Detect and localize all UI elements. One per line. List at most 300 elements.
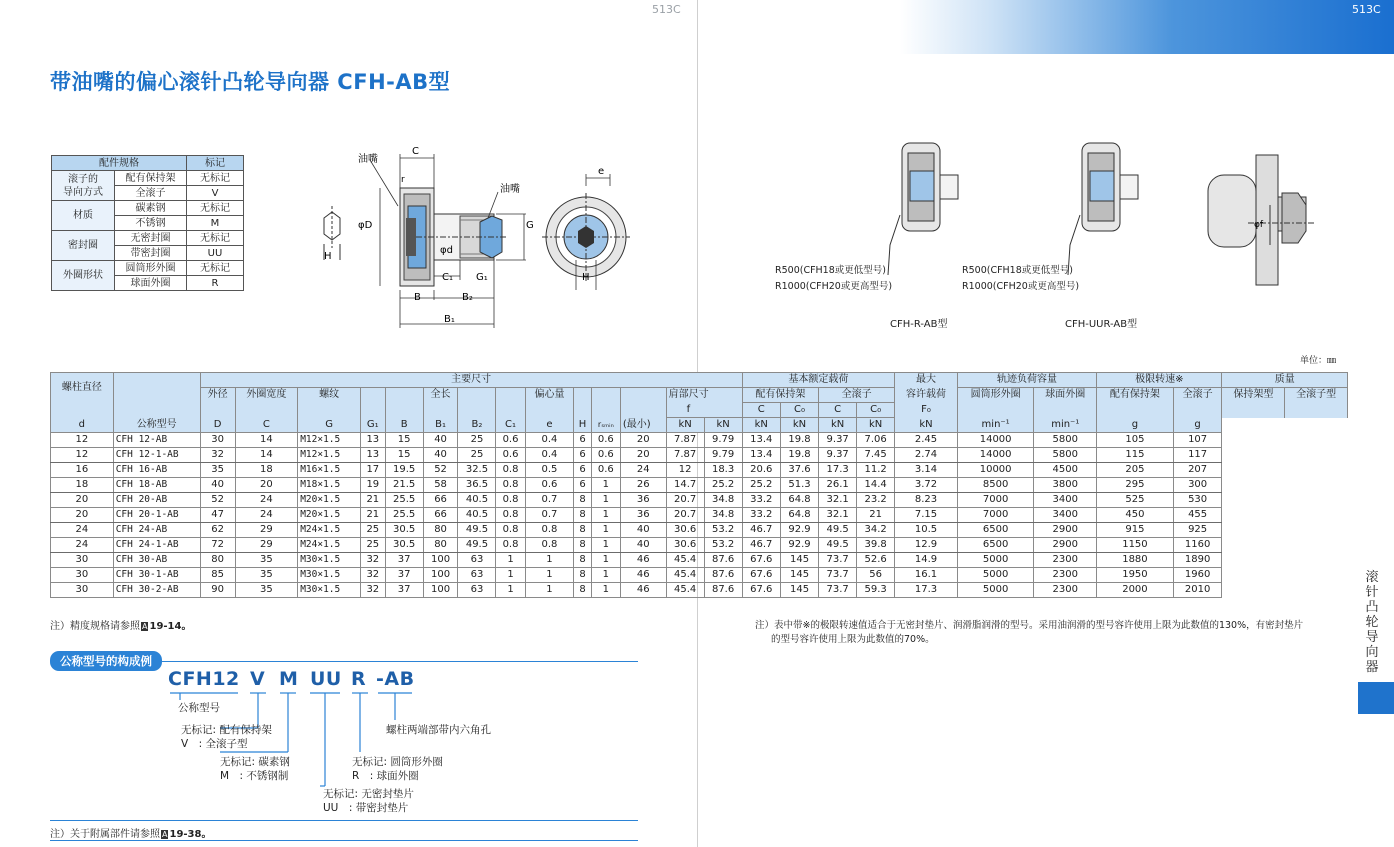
table-cell: M16×1.5 — [298, 463, 361, 478]
table-cell: 40 — [620, 538, 666, 553]
table-cell: 0.4 — [525, 448, 574, 463]
label-H-side: H — [582, 272, 590, 283]
table-cell: 14.9 — [895, 553, 958, 568]
table-cell: 11.2 — [857, 463, 895, 478]
table-cell: 1 — [591, 523, 620, 538]
table-cell: M30×1.5 — [298, 583, 361, 598]
cam-follower-drawing — [310, 140, 640, 340]
table-cell: 6500 — [957, 538, 1034, 553]
label-phiD: φD — [358, 220, 373, 231]
table-cell: 58 — [423, 478, 458, 493]
table-cell: 145 — [780, 583, 818, 598]
table-cell: 145 — [780, 568, 818, 583]
table-cell: 0.8 — [496, 508, 525, 523]
table-cell: 3.72 — [895, 478, 958, 493]
label-B2: B₂ — [462, 292, 473, 303]
table-cell: 1160 — [1173, 538, 1222, 553]
table-cell: 100 — [423, 568, 458, 583]
table-cell: 92.9 — [780, 538, 818, 553]
table-cell: 13 — [360, 433, 385, 448]
table-cell: 37 — [385, 568, 423, 583]
table-cell: CFH 30-1-AB — [113, 568, 200, 583]
table-cell: 915 — [1097, 523, 1174, 538]
table-cell: 1 — [591, 493, 620, 508]
table-cell: CFH 12-1-AB — [113, 448, 200, 463]
table-cell: 115 — [1097, 448, 1174, 463]
r1000-label-b: R1000(CFH20或更高型号) — [962, 281, 1080, 292]
spec-mark: 无标记 — [187, 231, 244, 246]
col-stud-dia: 螺柱直径 — [51, 373, 114, 403]
table-cell: 64.8 — [780, 508, 818, 523]
table-cell: 8.23 — [895, 493, 958, 508]
table-cell: 0.6 — [496, 448, 525, 463]
spec-mark: V — [187, 186, 244, 201]
spec-item: 碳素钢 — [115, 201, 187, 216]
table-cell: 100 — [423, 553, 458, 568]
col-speed-full: 全滚子 — [1173, 388, 1222, 403]
unit-kn: kN — [666, 418, 704, 433]
spec-mark: 无标记 — [187, 201, 244, 216]
label-model: 公称型号 — [178, 702, 220, 714]
variant-drawings — [770, 135, 1330, 335]
table-cell: 85 — [200, 568, 235, 583]
table-cell: 46 — [620, 568, 666, 583]
table-cell: 46 — [620, 553, 666, 568]
col-model: 公称型号 — [113, 418, 200, 433]
table-cell: 3400 — [1034, 493, 1097, 508]
table-cell: 14 — [235, 448, 298, 463]
table-cell: 2010 — [1173, 583, 1222, 598]
table-cell: 6500 — [957, 523, 1034, 538]
table-cell: 24 — [51, 523, 114, 538]
table-cell: 59.3 — [857, 583, 895, 598]
table-cell: 49.5 — [458, 538, 496, 553]
table-cell: 66 — [423, 493, 458, 508]
table-cell: 87.6 — [704, 568, 742, 583]
table-cell: 87.6 — [704, 553, 742, 568]
table-cell: 1150 — [1097, 538, 1174, 553]
r1000-label-a: R1000(CFH20或更高型号) — [775, 281, 893, 292]
table-cell: 0.6 — [591, 448, 620, 463]
table-cell: 1 — [591, 583, 620, 598]
table-cell: 20 — [620, 448, 666, 463]
table-cell: 8500 — [957, 478, 1034, 493]
table-cell: 45.4 — [666, 583, 704, 598]
col-min: (最小) — [620, 418, 666, 433]
code-part-r: R — [351, 668, 367, 690]
table-cell: 64.8 — [780, 493, 818, 508]
col-ow: 外圈宽度 — [235, 388, 298, 403]
label-G: G — [526, 220, 534, 231]
table-cell: 66 — [423, 508, 458, 523]
table-cell: 25.5 — [385, 493, 423, 508]
table-cell: 39.8 — [857, 538, 895, 553]
table-cell: 1 — [591, 553, 620, 568]
unit-kn: kN — [780, 418, 818, 433]
bottom-rule — [50, 840, 638, 841]
label-B1: B₁ — [444, 314, 455, 325]
table-cell: 16.1 — [895, 568, 958, 583]
col-mass-cage: 保持架型 — [1222, 388, 1285, 403]
table-cell: 49.5 — [819, 523, 857, 538]
table-cell: 45.4 — [666, 568, 704, 583]
table-cell: 12 — [51, 448, 114, 463]
table-cell: 53.2 — [704, 523, 742, 538]
table-cell: 207 — [1173, 463, 1222, 478]
table-cell: 30.6 — [666, 523, 704, 538]
table-cell: 37 — [385, 583, 423, 598]
table-cell: 18 — [235, 463, 298, 478]
table-cell: 36 — [620, 493, 666, 508]
unit-label: 单位：㎜ — [1300, 356, 1337, 366]
table-cell: M30×1.5 — [298, 568, 361, 583]
table-cell: 15 — [385, 433, 423, 448]
table-cell: 24 — [235, 493, 298, 508]
table-cell: 29 — [235, 538, 298, 553]
table-cell: 87.6 — [704, 583, 742, 598]
col-track-sph: 球面外圈 — [1034, 388, 1097, 403]
table-cell: 14.7 — [666, 478, 704, 493]
table-cell: 3800 — [1034, 478, 1097, 493]
label-v1: 无标记: 配有保持架 — [181, 724, 272, 736]
table-cell: 1950 — [1097, 568, 1174, 583]
col-max-b: 容许载荷 — [895, 388, 958, 403]
table-cell: 9.37 — [819, 448, 857, 463]
table-cell: 17 — [360, 463, 385, 478]
table-cell: CFH 20-1-AB — [113, 508, 200, 523]
table-cell: 40 — [620, 523, 666, 538]
table-cell: 26.1 — [819, 478, 857, 493]
table-cell: 18 — [51, 478, 114, 493]
label-m1: 无标记: 碳素钢 — [220, 756, 290, 768]
table-cell: M24×1.5 — [298, 538, 361, 553]
table-cell: 8 — [574, 493, 591, 508]
spec-item: 无密封圈 — [115, 231, 187, 246]
table-cell: 52 — [423, 463, 458, 478]
table-cell: 0.7 — [525, 508, 574, 523]
table-cell: 56 — [857, 568, 895, 583]
compose-heading: 公称型号的构成例 — [50, 651, 162, 671]
page-title: 带油嘴的偏心滚针凸轮导向器 CFH-AB型 — [50, 70, 451, 94]
table-cell: 0.8 — [525, 523, 574, 538]
table-cell: CFH 18-AB — [113, 478, 200, 493]
label-phif: φf — [1254, 220, 1264, 230]
code-part-m: M — [279, 668, 299, 690]
label-u2: UU : 带密封垫片 — [323, 802, 409, 814]
spec-mark: 无标记 — [187, 171, 244, 186]
note-precision: 注）精度规格请参照 A 19-14。 — [50, 621, 192, 632]
table-cell: 37 — [385, 553, 423, 568]
table-cell: 25.2 — [742, 478, 780, 493]
table-cell: 1 — [496, 553, 525, 568]
sym-F0: F₀ — [895, 403, 958, 418]
table-row — [51, 553, 1348, 568]
table-cell: 1 — [591, 478, 620, 493]
table-cell: 32 — [360, 553, 385, 568]
table-cell: CFH 30-2-AB — [113, 583, 200, 598]
table-cell: 6 — [574, 478, 591, 493]
table-cell: 530 — [1173, 493, 1222, 508]
table-cell: 0.6 — [496, 433, 525, 448]
table-cell: 33.2 — [742, 508, 780, 523]
bottom-rule-top — [50, 820, 638, 821]
spec-mark: R — [187, 276, 244, 291]
r500-label-a: R500(CFH18或更低型号) — [775, 265, 886, 276]
spec-group-guide: 滚子的 导向方式 — [52, 171, 115, 201]
table-cell: 2000 — [1097, 583, 1174, 598]
table-cell: 1960 — [1173, 568, 1222, 583]
table-cell: 40.5 — [458, 508, 496, 523]
table-cell: 67.6 — [742, 553, 780, 568]
table-cell: 52 — [200, 493, 235, 508]
table-cell: 0.6 — [591, 433, 620, 448]
table-cell: 49.5 — [458, 523, 496, 538]
label-e: e — [598, 166, 605, 177]
table-cell: 14.4 — [857, 478, 895, 493]
sym-rsmin: rₛₘᵢₙ — [591, 418, 620, 433]
ref-icon: A — [142, 622, 148, 631]
sym-B: B — [385, 418, 423, 433]
table-cell: 16 — [51, 463, 114, 478]
sym-C0: C₀ — [780, 403, 818, 418]
table-cell: 67.6 — [742, 568, 780, 583]
table-cell: 30 — [51, 583, 114, 598]
table-row — [51, 448, 1348, 463]
table-cell: 14 — [235, 433, 298, 448]
col-mass-full: 全滚子型 — [1285, 388, 1348, 403]
spec-group-shape: 外圈形状 — [52, 261, 115, 291]
side-tab-label: 滚针凸轮导向器 — [1365, 570, 1379, 675]
table-cell: 0.8 — [496, 493, 525, 508]
table-cell: 1 — [496, 568, 525, 583]
table-row — [51, 463, 1348, 478]
table-cell: CFH 30-AB — [113, 553, 200, 568]
table-cell: 1 — [591, 568, 620, 583]
table-cell: 32.5 — [458, 463, 496, 478]
table-cell: 0.7 — [525, 493, 574, 508]
table-cell: 13 — [360, 448, 385, 463]
col-track-cyl: 圆筒形外圈 — [957, 388, 1034, 403]
unit-kn: kN — [819, 418, 857, 433]
table-cell: 34.2 — [857, 523, 895, 538]
table-cell: 24 — [620, 463, 666, 478]
r500-label-b: R500(CFH18或更低型号) — [962, 265, 1073, 276]
table-cell: 40 — [200, 478, 235, 493]
table-row — [51, 493, 1348, 508]
col-main-dims: 主要尺寸 — [200, 373, 742, 388]
table-cell: 46.7 — [742, 538, 780, 553]
label-oil-nipple-1: 油嘴 — [358, 154, 378, 165]
table-cell: 46 — [620, 583, 666, 598]
table-cell: 9.79 — [704, 448, 742, 463]
table-cell: 67.6 — [742, 583, 780, 598]
table-cell: 25.5 — [385, 508, 423, 523]
table-cell: 7.87 — [666, 448, 704, 463]
label-oil-nipple-2: 油嘴 — [500, 184, 520, 195]
table-cell: 80 — [200, 553, 235, 568]
table-cell: 35 — [235, 568, 298, 583]
code-part-model: CFH12 — [168, 668, 240, 690]
table-cell: 12 — [51, 433, 114, 448]
table-cell: 205 — [1097, 463, 1174, 478]
table-cell: M30×1.5 — [298, 553, 361, 568]
spec-item: 全滚子 — [115, 186, 187, 201]
table-cell: 52.6 — [857, 553, 895, 568]
table-cell: 36 — [620, 508, 666, 523]
table-cell: 45.4 — [666, 553, 704, 568]
label-r1: 无标记: 圆筒形外圈 — [352, 756, 443, 768]
table-cell: 1 — [525, 553, 574, 568]
table-cell: 62 — [200, 523, 235, 538]
table-cell: 46.7 — [742, 523, 780, 538]
table-cell: 12 — [666, 463, 704, 478]
table-row — [51, 433, 1348, 448]
table-row — [51, 478, 1348, 493]
sym-D: D — [200, 418, 235, 433]
table-cell: 8 — [574, 553, 591, 568]
ref-icon: A — [162, 830, 168, 839]
table-cell: 20.7 — [666, 508, 704, 523]
sym-e: e — [525, 418, 574, 433]
table-cell: 5800 — [1034, 433, 1097, 448]
table-cell: 10000 — [957, 463, 1034, 478]
col-load-full: 全滚子 — [819, 388, 895, 403]
spec-item: 球面外圈 — [115, 276, 187, 291]
table-cell: 73.7 — [819, 583, 857, 598]
col-thread: 螺纹 — [298, 388, 361, 403]
dimension-table — [50, 372, 1348, 598]
table-cell: 925 — [1173, 523, 1222, 538]
table-cell: CFH 24-AB — [113, 523, 200, 538]
table-cell: 10.5 — [895, 523, 958, 538]
table-cell: 0.6 — [525, 478, 574, 493]
table-cell: 17.3 — [819, 463, 857, 478]
table-cell: 300 — [1173, 478, 1222, 493]
label-v2: V : 全滚子型 — [181, 738, 248, 750]
note-speed-2: 的型号容许使用上限为此数值的70%。 — [771, 634, 935, 645]
table-cell: 3.14 — [895, 463, 958, 478]
table-cell: 5800 — [1034, 448, 1097, 463]
table-cell: 3400 — [1034, 508, 1097, 523]
table-cell: 2300 — [1034, 568, 1097, 583]
unit-kn: kN — [704, 418, 742, 433]
table-cell: 40.5 — [458, 493, 496, 508]
spec-header-mark: 标记 — [187, 156, 244, 171]
table-cell: 40 — [423, 448, 458, 463]
unit-g: g — [1097, 418, 1174, 433]
table-cell: 0.4 — [525, 433, 574, 448]
label-u1: 无标记: 无密封垫片 — [323, 788, 414, 800]
table-cell: 33.2 — [742, 493, 780, 508]
sym-B1: B₁ — [423, 418, 458, 433]
table-cell: 20 — [51, 493, 114, 508]
sym-H: H — [574, 418, 591, 433]
label-r2: R : 球面外圈 — [352, 770, 419, 782]
table-row — [51, 583, 1348, 598]
table-cell: 32 — [360, 583, 385, 598]
sym-G1: G₁ — [360, 418, 385, 433]
table-cell: 7000 — [957, 493, 1034, 508]
table-cell: 0.8 — [525, 538, 574, 553]
table-cell: 30 — [200, 433, 235, 448]
table-cell: 19.8 — [780, 433, 818, 448]
unit-kn: kN — [857, 418, 895, 433]
table-cell: 2300 — [1034, 583, 1097, 598]
table-cell: 12.9 — [895, 538, 958, 553]
table-cell: 29 — [235, 523, 298, 538]
table-cell: 32.1 — [819, 493, 857, 508]
table-cell: 24 — [235, 508, 298, 523]
col-basic-load: 基本额定载荷 — [742, 373, 895, 388]
table-cell: 20.6 — [742, 463, 780, 478]
table-cell: 7000 — [957, 508, 1034, 523]
table-cell: 51.3 — [780, 478, 818, 493]
col-ecc: 偏心量 — [525, 388, 574, 403]
table-cell: 73.7 — [819, 568, 857, 583]
spec-mark: UU — [187, 246, 244, 261]
table-cell: 53.2 — [704, 538, 742, 553]
table-cell: 20 — [235, 478, 298, 493]
table-cell: 8 — [574, 523, 591, 538]
table-cell: CFH 24-1-AB — [113, 538, 200, 553]
table-cell: 100 — [423, 583, 458, 598]
table-cell: CFH 12-AB — [113, 433, 200, 448]
code-part-ab: -AB — [376, 668, 415, 690]
table-cell: 1 — [525, 583, 574, 598]
table-cell: 9.37 — [819, 433, 857, 448]
table-cell: 21.5 — [385, 478, 423, 493]
table-row — [51, 538, 1348, 553]
table-cell: 2.45 — [895, 433, 958, 448]
table-cell: 30.5 — [385, 523, 423, 538]
unit-g: g — [1173, 418, 1222, 433]
label-G1: G₁ — [476, 272, 488, 283]
unit-kn: kN — [742, 418, 780, 433]
table-cell: 1880 — [1097, 553, 1174, 568]
table-cell: M12×1.5 — [298, 448, 361, 463]
label-m2: M : 不锈钢制 — [220, 770, 289, 782]
table-row — [51, 523, 1348, 538]
table-cell: 2300 — [1034, 553, 1097, 568]
spec-item: 圆筒形外圈 — [115, 261, 187, 276]
label-ab: 螺柱两端部带内六角孔 — [386, 724, 491, 736]
col-max-a: 最大 — [895, 373, 958, 388]
col-load-cage: 配有保持架 — [742, 388, 819, 403]
col-f: f — [666, 403, 742, 418]
table-cell: 19.5 — [385, 463, 423, 478]
table-cell: 47 — [200, 508, 235, 523]
note-speed-1: 注）表中带※的极限转速值适合于无密封垫片、润滑脂润滑的型号。采用油润滑的型号容许使用上限为此数值的130%，有密封垫片 — [755, 620, 1304, 631]
table-cell: 295 — [1097, 478, 1174, 493]
table-cell: 40 — [423, 433, 458, 448]
table-cell: 5000 — [957, 553, 1034, 568]
spec-item: 不锈钢 — [115, 216, 187, 231]
spec-item: 配有保持架 — [115, 171, 187, 186]
table-cell: 1 — [496, 583, 525, 598]
caption-cfh-uur: CFH-UUR-AB型 — [1065, 319, 1138, 330]
table-cell: 34.8 — [704, 508, 742, 523]
label-H-key: H — [324, 251, 332, 262]
unit-kn: kN — [895, 418, 958, 433]
spec-header-item: 配件规格 — [52, 156, 187, 171]
table-cell: 5000 — [957, 583, 1034, 598]
table-cell: 2.74 — [895, 448, 958, 463]
side-tab-block — [1358, 682, 1394, 714]
table-cell: 6 — [574, 463, 591, 478]
label-C: C — [412, 146, 419, 157]
table-cell: 5000 — [957, 568, 1034, 583]
col-od: 外径 — [200, 388, 235, 403]
